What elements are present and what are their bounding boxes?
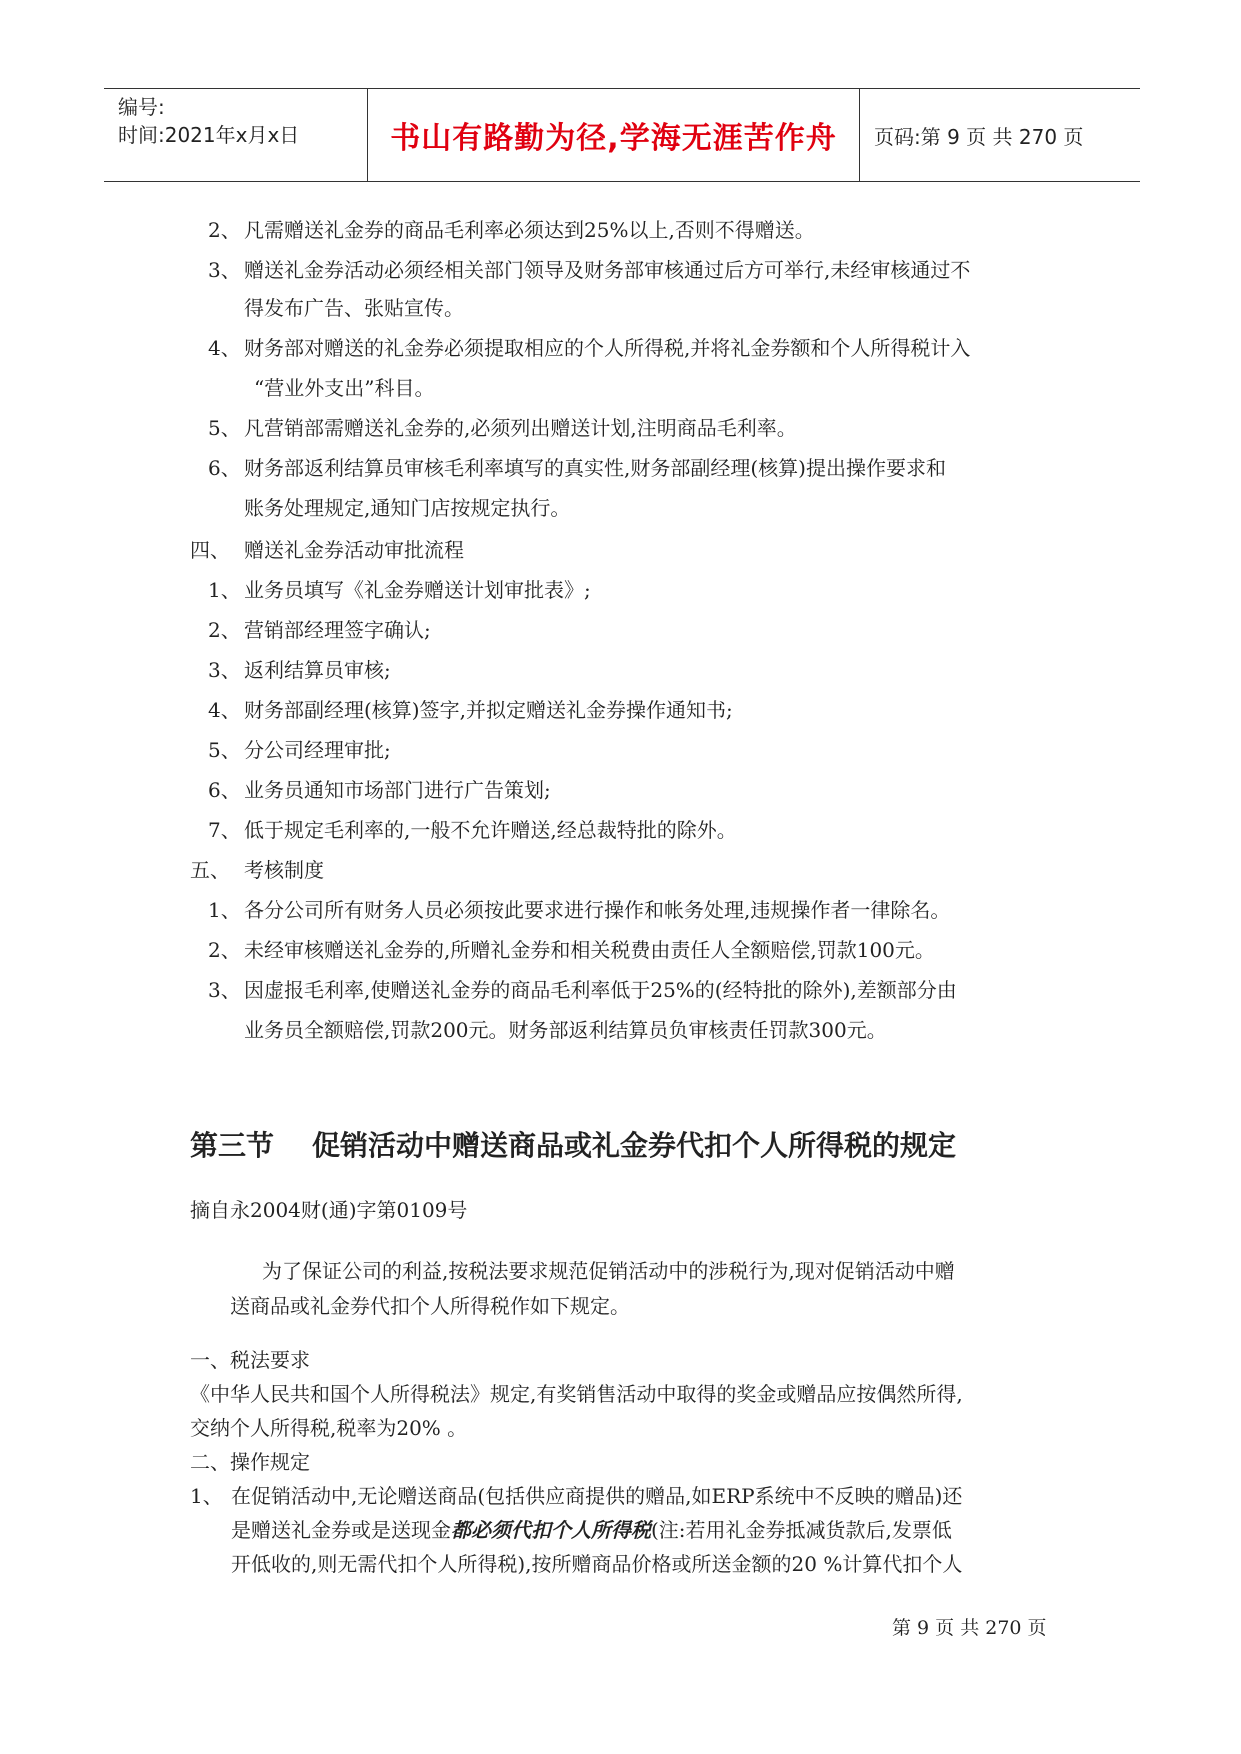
line-number: 5、 [208, 416, 241, 440]
line-text: 财务部对赠送的礼金券必须提取相应的个人所得税,并将礼金券额和个人所得税计入 [244, 336, 971, 360]
op-item-line-3: 开低收的,则无需代扣个人所得税),按所赠商品价格或所送金额的20 %计算代扣个人 [231, 1552, 963, 1576]
op-text-pre: 是赠送礼金券或是送现金 [231, 1518, 451, 1542]
line-text: 凡营销部需赠送礼金券的,必须列出赠送计划,注明商品毛利率。 [244, 416, 797, 440]
line-number: 6、 [208, 456, 241, 480]
body-line [208, 976, 957, 1004]
body-line [190, 856, 324, 884]
body-line [208, 896, 950, 924]
line-text: 业务员全额赔偿,罚款200元。财务部返利结算员负审核责任罚款300元。 [244, 1018, 887, 1042]
tax-text-2: 交纳个人所得税,税率为20% 。 [190, 1416, 468, 1440]
line-text: 考核制度 [244, 858, 324, 882]
body-line [208, 374, 434, 402]
line-text: 得发布广告、张贴宣传。 [244, 296, 464, 320]
body-line [208, 776, 551, 804]
body-line [208, 576, 591, 604]
op-item-text-1: 在促销活动中,无论赠送商品(包括供应商提供的赠品,如ERP系统中不反映的赠品)还 [231, 1484, 963, 1508]
line-number: 7、 [208, 818, 241, 842]
line-number: 四、 [190, 538, 230, 562]
line-text: 赠送礼金券活动必须经相关部门领导及财务部审核通过后方可举行,未经审核通过不 [244, 258, 971, 282]
line-text: 营销部经理签字确认; [244, 618, 431, 642]
section-label: 第三节 [190, 1129, 275, 1162]
line-number: 3、 [208, 258, 241, 282]
line-text: 账务处理规定,通知门店按规定执行。 [244, 496, 571, 520]
body-line [208, 256, 970, 284]
time-label: 时间:2021年x月x日 [118, 123, 300, 147]
line-number: 2、 [208, 938, 241, 962]
line-number: 3、 [208, 658, 241, 682]
tax-heading: 一、税法要求 [190, 1348, 310, 1372]
op-item-number: 1、 [190, 1484, 223, 1508]
line-number: 5、 [208, 738, 241, 762]
body-line [208, 736, 391, 764]
op-item-line-2 [231, 1516, 952, 1544]
line-number: 6、 [208, 778, 241, 802]
line-text: 业务员填写《礼金券赠送计划审批表》; [244, 578, 591, 602]
line-number: 五、 [190, 858, 230, 882]
page-header [104, 88, 1140, 182]
page-footer: 第 9 页 共 270 页 [892, 1617, 1047, 1639]
line-number: 2、 [208, 618, 241, 642]
body-line [208, 216, 815, 244]
body-line [208, 1016, 887, 1044]
line-number: 4、 [208, 336, 241, 360]
line-text: 低于规定毛利率的,一般不允许赠送,经总裁特批的除外。 [244, 818, 737, 842]
line-number: 1、 [208, 578, 241, 602]
line-text: 未经审核赠送礼金券的,所赠礼金券和相关税费由责任人全额赔偿,罚款100元。 [244, 938, 935, 962]
intro-line-2: 送商品或礼金券代扣个人所得税作如下规定。 [230, 1294, 630, 1318]
op-item-line-1 [190, 1482, 962, 1510]
line-text: 因虚报毛利率,使赠送礼金券的商品毛利率低于25%的(经特批的除外),差额部分由 [244, 978, 957, 1002]
intro-line-1: 为了保证公司的利益,按税法要求规范促销活动中的涉税行为,现对促销活动中赠 [262, 1259, 955, 1283]
body-line [208, 816, 737, 844]
tax-text-1: 《中华人民共和国个人所得税法》规定,有奖销售活动中取得的奖金或赠品应按偶然所得, [190, 1382, 963, 1406]
body-line [208, 656, 391, 684]
line-text: 各分公司所有财务人员必须按此要求进行操作和帐务处理,违规操作者一律除名。 [244, 898, 951, 922]
line-text: 财务部副经理(核算)签字,并拟定赠送礼金券操作通知书; [244, 698, 733, 722]
line-text: 返利结算员审核; [244, 658, 391, 682]
section-heading [190, 1124, 956, 1164]
line-text: 凡需赠送礼金券的商品毛利率必须达到25%以上,否则不得赠送。 [244, 218, 815, 242]
op-heading: 二、操作规定 [190, 1450, 310, 1474]
line-text: “营业外支出”科目。 [254, 376, 435, 400]
body-line [208, 494, 570, 522]
op-text-emphasis: 都必须代扣个人所得税 [451, 1518, 651, 1542]
body-line [208, 616, 431, 644]
section-title: 促销活动中赠送商品或礼金券代扣个人所得税的规定 [312, 1129, 957, 1162]
line-text: 财务部返利结算员审核毛利率填写的真实性,财务部副经理(核算)提出操作要求和 [244, 456, 946, 480]
line-number: 4、 [208, 698, 241, 722]
body-line [208, 454, 946, 482]
number-label: 编号: [118, 95, 165, 119]
header-motto: 书山有路勤为径,学海无涯苦作舟 [368, 89, 860, 181]
body-line [208, 294, 464, 322]
line-text: 分公司经理审批; [244, 738, 391, 762]
line-number: 2、 [208, 218, 241, 242]
op-text-post: (注:若用礼金券抵减货款后,发票低 [651, 1518, 952, 1542]
body-line [190, 536, 464, 564]
body-line [208, 696, 733, 724]
header-page-number: 页码:第 9 页 共 270 页 [874, 124, 1084, 149]
line-number: 1、 [208, 898, 241, 922]
line-number: 3、 [208, 978, 241, 1002]
body-line [208, 414, 797, 442]
line-text: 业务员通知市场部门进行广告策划; [244, 778, 551, 802]
header-meta [104, 89, 368, 181]
body-line [208, 334, 970, 362]
line-text: 赠送礼金券活动审批流程 [244, 538, 464, 562]
source-line: 摘自永2004财(通)字第0109号 [190, 1198, 468, 1222]
body-line [208, 936, 935, 964]
